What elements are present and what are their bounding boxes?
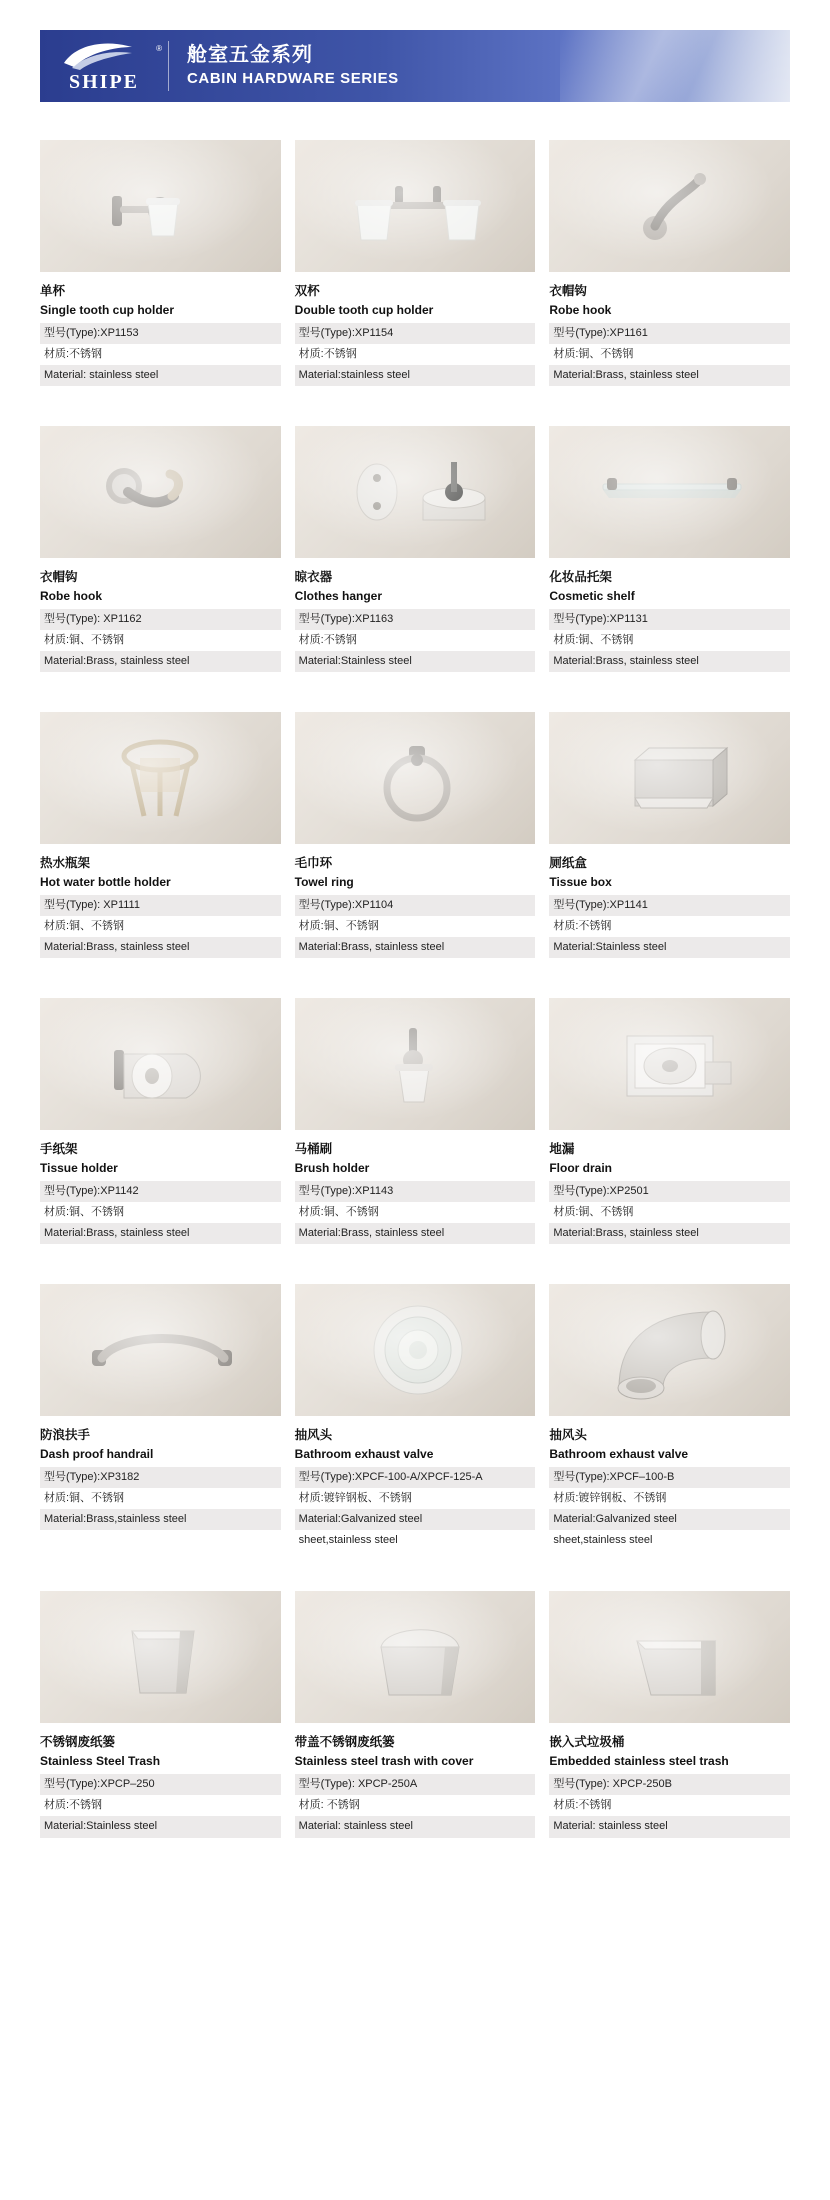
- product-card: [549, 998, 790, 1244]
- product-model: 型号(Type):XP1104: [295, 895, 536, 916]
- product-card: [295, 140, 536, 386]
- product-material-en: Material:Galvanized steel: [549, 1509, 790, 1530]
- product-model: 型号(Type):XP1143: [295, 1181, 536, 1202]
- product-card: [40, 1284, 281, 1551]
- product-photo: [295, 140, 536, 272]
- product-material-cn: 材质: 不锈钢: [295, 1795, 536, 1816]
- product-name-en: Stainless Steel Trash: [40, 1754, 161, 1769]
- product-material-en-2: sheet,stainless steel: [295, 1530, 536, 1551]
- product-name-cn: 不锈钢废纸篓: [40, 1735, 116, 1750]
- product-name-cn: 带盖不锈钢废纸篓: [294, 1735, 395, 1750]
- product-name-cn: 抽风头: [549, 1428, 587, 1443]
- product-model: 型号(Type):XP1161: [549, 323, 790, 344]
- product-model: 型号(Type):XP1131: [549, 609, 790, 630]
- product-name-en: Embedded stainless steel trash: [549, 1754, 729, 1769]
- product-material-en: Material:Brass, stainless steel: [40, 651, 281, 672]
- product-card: [295, 712, 536, 958]
- product-model: 型号(Type):XPCF-100-A/XPCF-125-A: [295, 1467, 536, 1488]
- product-photo: [549, 1284, 790, 1416]
- swoosh-icon: [58, 41, 150, 71]
- product-name-en: Hot water bottle holder: [40, 874, 171, 889]
- product-material-cn: 材质:铜、不锈钢: [40, 916, 281, 937]
- product-card: [295, 426, 536, 672]
- product-photo: [40, 1284, 281, 1416]
- product-material-en: Material:Brass, stainless steel: [295, 937, 536, 958]
- product-model: 型号(Type):XP3182: [40, 1467, 281, 1488]
- product-material-cn: 材质:镀锌钢板、不锈钢: [295, 1488, 536, 1509]
- product-material-en: Material:Stainless steel: [295, 651, 536, 672]
- product-material-en-2: sheet,stainless steel: [549, 1530, 790, 1551]
- product-material-cn: 材质:不锈钢: [295, 344, 536, 365]
- product-material-cn: 材质:不锈钢: [549, 1795, 790, 1816]
- product-card: [549, 140, 790, 386]
- product-model: 型号(Type):XP1142: [40, 1181, 281, 1202]
- page-header: [40, 30, 790, 102]
- product-name-cn: 双杯: [294, 284, 320, 298]
- product-name-en: Bathroom exhaust valve: [549, 1447, 689, 1462]
- header-titles: [187, 42, 399, 89]
- product-photo: [295, 1284, 536, 1416]
- product-name-en: Towel ring: [294, 874, 354, 889]
- logo-wordmark: SHIPE: [68, 70, 140, 93]
- product-material-en: Material: stainless steel: [295, 1816, 536, 1837]
- product-material-en: Material:Brass, stainless steel: [549, 365, 790, 386]
- header-divider: [168, 41, 169, 91]
- product-card: [549, 712, 790, 958]
- product-material-cn: 材质:铜、不锈钢: [40, 630, 281, 651]
- product-material-en: Material:Brass, stainless steel: [40, 1223, 281, 1244]
- product-material-en: Material:Brass, stainless steel: [549, 651, 790, 672]
- product-name-en: Stainless steel trash with cover: [294, 1754, 474, 1769]
- product-name-en: Tissue box: [549, 874, 612, 889]
- product-material-cn: 材质:铜、不锈钢: [549, 344, 790, 365]
- product-name-en: Brush holder: [294, 1160, 370, 1175]
- product-name-cn: 马桶刷: [294, 1142, 333, 1157]
- product-card: [549, 426, 790, 672]
- product-material-en: Material:Brass, stainless steel: [295, 1223, 536, 1244]
- product-model: 型号(Type):XP1141: [549, 895, 790, 916]
- product-photo: [549, 712, 790, 844]
- product-photo: [40, 998, 281, 1130]
- product-name-en: Robe hook: [549, 302, 612, 317]
- product-material-cn: 材质:铜、不锈钢: [295, 1202, 536, 1223]
- product-name-cn: 防浪扶手: [40, 1428, 91, 1443]
- product-name-cn: 热水瓶架: [40, 856, 91, 871]
- product-name-en: Dash proof handrail: [40, 1447, 154, 1462]
- product-name-en: Double tooth cup holder: [294, 302, 434, 317]
- product-model: 型号(Type):XP1163: [295, 609, 536, 630]
- product-card: [40, 1591, 281, 1837]
- product-name-cn: 晾衣器: [294, 570, 333, 585]
- page-title-en: CABIN HARDWARE SERIES: [187, 70, 399, 88]
- product-model: 型号(Type):XP2501: [549, 1181, 790, 1202]
- product-photo: [40, 1591, 281, 1723]
- product-photo: [549, 998, 790, 1130]
- product-material-cn: 材质:铜、不锈钢: [40, 1488, 281, 1509]
- product-model: 型号(Type):XP1153: [40, 323, 281, 344]
- product-material-cn: 材质:铜、不锈钢: [295, 916, 536, 937]
- product-name-en: Floor drain: [549, 1160, 612, 1175]
- product-name-en: Single tooth cup holder: [40, 302, 174, 317]
- product-name-cn: 衣帽钩: [40, 570, 78, 585]
- product-card: [40, 140, 281, 386]
- product-material-cn: 材质:不锈钢: [40, 344, 281, 365]
- product-card: [549, 1284, 790, 1551]
- product-name-cn: 地漏: [549, 1142, 575, 1157]
- product-card: [295, 998, 536, 1244]
- product-model: 型号(Type): XPCP-250B: [549, 1774, 790, 1795]
- product-name-en: Clothes hanger: [294, 588, 383, 603]
- product-material-en: Material: stainless steel: [40, 365, 281, 386]
- product-card: [295, 1591, 536, 1837]
- product-material-en: Material:Brass, stainless steel: [40, 937, 281, 958]
- product-material-en: Material:Stainless steel: [549, 937, 790, 958]
- product-model: 型号(Type):XP1154: [295, 323, 536, 344]
- product-material-en: Material:Stainless steel: [40, 1816, 281, 1837]
- product-photo: [40, 712, 281, 844]
- product-name-en: Cosmetic shelf: [549, 588, 635, 603]
- product-material-en: Material: stainless steel: [549, 1816, 790, 1837]
- product-photo: [40, 140, 281, 272]
- product-material-cn: 材质:铜、不锈钢: [40, 1202, 281, 1223]
- catalog-page: [0, 30, 830, 2200]
- product-name-cn: 衣帽钩: [549, 284, 587, 298]
- product-name-en: Bathroom exhaust valve: [294, 1447, 434, 1462]
- product-card: [40, 712, 281, 958]
- product-name-cn: 厕纸盒: [549, 856, 587, 871]
- product-material-cn: 材质:不锈钢: [549, 916, 790, 937]
- product-photo: [40, 426, 281, 558]
- product-card: [40, 426, 281, 672]
- product-name-cn: 抽风头: [294, 1428, 333, 1443]
- product-photo: [549, 140, 790, 272]
- product-photo: [295, 998, 536, 1130]
- product-material-en: Material:Galvanized steel: [295, 1509, 536, 1530]
- brand-logo: [40, 30, 168, 102]
- product-photo: [549, 1591, 790, 1723]
- product-name-en: Robe hook: [40, 588, 102, 603]
- product-card: [40, 998, 281, 1244]
- product-material-en: Material:Brass, stainless steel: [549, 1223, 790, 1244]
- product-name-cn: 单杯: [40, 284, 66, 298]
- product-photo: [295, 426, 536, 558]
- product-material-cn: 材质:不锈钢: [295, 630, 536, 651]
- product-model: 型号(Type): XPCP-250A: [295, 1774, 536, 1795]
- product-card: [549, 1591, 790, 1837]
- product-model: 型号(Type): XP1111: [40, 895, 281, 916]
- product-material-cn: 材质:铜、不锈钢: [549, 630, 790, 651]
- product-card: [295, 1284, 536, 1551]
- product-material-cn: 材质:铜、不锈钢: [549, 1202, 790, 1223]
- product-name-en: Tissue holder: [40, 1160, 118, 1175]
- page-title-cn: 舱室五金系列: [187, 44, 313, 67]
- product-name-cn: 化妆品托架: [549, 570, 612, 585]
- product-name-cn: 嵌入式垃圾桶: [549, 1735, 625, 1750]
- product-name-cn: 手纸架: [40, 1142, 78, 1157]
- product-photo: [295, 1591, 536, 1723]
- registered-mark-icon: ®: [156, 44, 162, 53]
- product-photo: [295, 712, 536, 844]
- product-name-cn: 毛巾环: [294, 856, 333, 871]
- product-photo: [549, 426, 790, 558]
- product-material-en: Material:Brass,stainless steel: [40, 1509, 281, 1530]
- product-model: 型号(Type): XP1162: [40, 609, 281, 630]
- product-material-cn: 材质:镀锌钢板、不锈钢: [549, 1488, 790, 1509]
- product-material-cn: 材质:不锈钢: [40, 1795, 281, 1816]
- product-model: 型号(Type):XPCF–100-B: [549, 1467, 790, 1488]
- product-model: 型号(Type):XPCP–250: [40, 1774, 281, 1795]
- product-material-en: Material:stainless steel: [295, 365, 536, 386]
- product-grid: [40, 140, 790, 1838]
